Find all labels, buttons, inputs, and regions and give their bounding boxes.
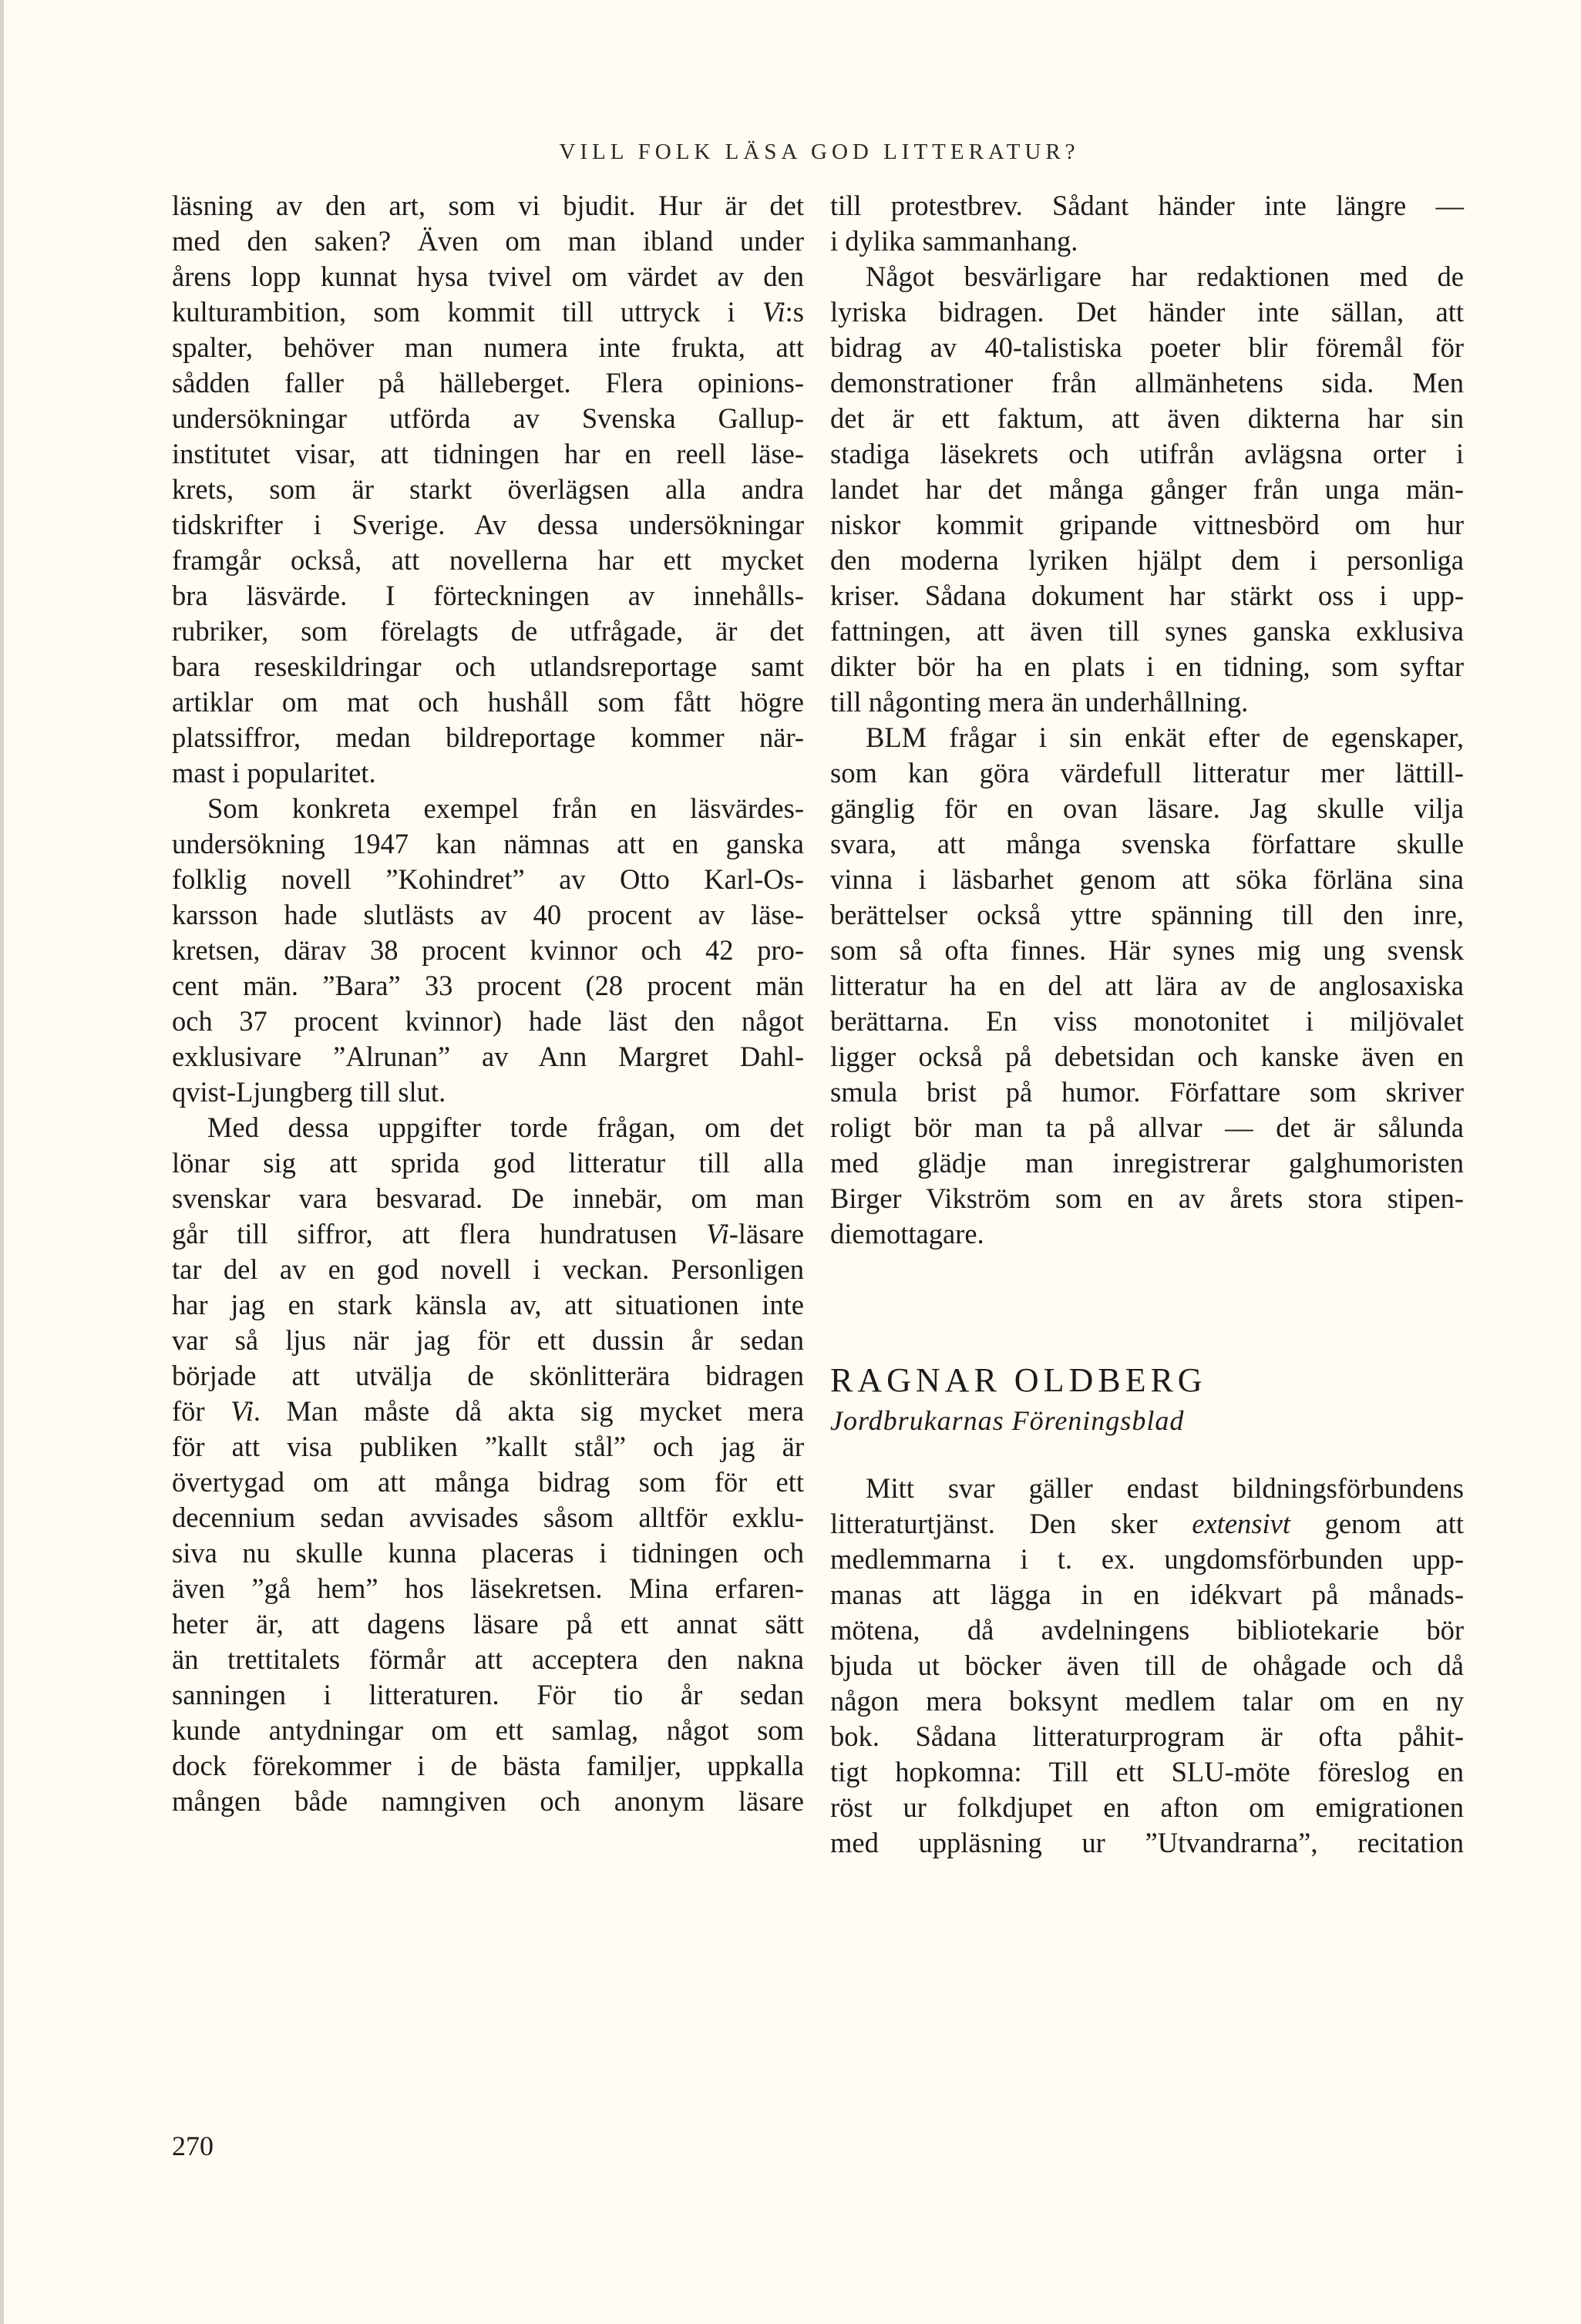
text-line: som så ofta finnes. Här synes mig ung svensk — [830, 934, 1464, 966]
text-line: kunde antydningar om ett samlag, något som — [172, 1714, 804, 1746]
left-column — [172, 188, 804, 1819]
text-line: framgår också, att novellerna har ett mycket — [172, 544, 804, 576]
text-line: började att utvälja de skönlitterära bidragen — [172, 1360, 804, 1391]
text-line: har jag en stark känsla av, att situationen inte — [172, 1289, 804, 1320]
text-line: med uppläsning ur ”Utvandrarna”, recitation — [830, 1827, 1464, 1858]
paragraph-start: BLM frågar i sin enkät efter de egenskaper, — [866, 721, 1464, 753]
text-line: manas att lägga in en idékvart på månads- — [830, 1579, 1464, 1610]
text-line: institutet visar, att tidningen har en reell läse- — [172, 438, 804, 469]
author-name: RAGNAR OLDBERG — [830, 1361, 1207, 1399]
page-edge — [0, 0, 4, 2324]
text-line: svenskar vara besvarad. De innebär, om man — [172, 1182, 804, 1214]
text-line: med glädje man inregistrerar galghumoristen — [830, 1147, 1464, 1179]
text-line: bjuda ut böcker även till de ohågade och då — [830, 1650, 1464, 1681]
text-line: någon mera boksynt medlem talar om en ny — [830, 1685, 1464, 1717]
text-line: bara reseskildringar och utlandsreportage samt — [172, 651, 804, 682]
text-line: dikter bör ha en plats i en tidning, som syftar — [830, 651, 1464, 682]
paragraph-start: Med dessa uppgifter torde frågan, om det — [207, 1112, 804, 1143]
text-line: årens lopp kunnat hysa tvivel om värdet av den — [172, 261, 804, 292]
italic-vi: Vi — [230, 1395, 254, 1427]
text-line: fattningen, att även till synes ganska exklusiva — [830, 615, 1464, 647]
text-line: mötena, då avdelningens bibliotekarie bör — [830, 1614, 1464, 1646]
text-line: bok. Sådana litteraturprogram är ofta påhit- — [830, 1720, 1464, 1752]
text-line: landet har det många gånger från unga män- — [830, 473, 1464, 505]
text-line: rubriker, som förelagts de utfrågade, är det — [172, 615, 804, 647]
text-line: för Vi. Man måste då akta sig mycket mera — [172, 1395, 805, 1427]
text-line: demonstrationer från allmänhetens sida. Men — [830, 367, 1464, 399]
text-line: tigt hopkomna: Till ett SLU-möte föreslog en — [830, 1756, 1464, 1788]
text-line: gänglig för en ovan läsare. Jag skulle vilja — [830, 792, 1464, 824]
text-line: platssiffror, medan bildreportage kommer när- — [172, 721, 804, 753]
text-line: i dylika sammanhang. — [830, 225, 1078, 257]
text-line: spalter, behöver man numera inte frukta, att — [172, 331, 804, 363]
text-line: cent män. ”Bara” 33 procent (28 procent män — [172, 970, 804, 1001]
text-line: även ”gå hem” hos läsekretsen. Mina erfaren- — [172, 1572, 804, 1604]
text-line: undersökningar utförda av Svenska Gallup- — [172, 402, 804, 434]
text-line: var så ljus när jag för ett dussin år sedan — [172, 1324, 804, 1356]
text-line: till någonting mera än underhållning. — [830, 686, 1249, 718]
text-line: berättarna. En viss monotonitet i miljövalet — [830, 1005, 1464, 1037]
italic-extensivt: extensivt — [1192, 1508, 1290, 1539]
text-line: stadiga läsekrets och utifrån avlägsna orter i — [830, 438, 1464, 469]
text-line: medlemmarna i t. ex. ungdomsförbunden upp- — [830, 1543, 1464, 1575]
text-line: exklusivare ”Alrunan” av Ann Margret Dahl- — [172, 1041, 804, 1072]
text-line: lönar sig att sprida god litteratur till alla — [172, 1147, 804, 1179]
italic-vi: Vi — [706, 1218, 729, 1249]
text-line: decennium sedan avvisades såsom alltför exklu- — [172, 1502, 804, 1533]
section-gap — [830, 1252, 1464, 1360]
paragraph-start: Något besvärligare har redaktionen med de — [866, 261, 1464, 292]
text-line: sådden faller på hälleberget. Flera opinions- — [172, 367, 804, 399]
text-line: lyriska bidragen. Det händer inte sällan, att — [830, 296, 1464, 328]
text-line: till protestbrev. Sådant händer inte längre — — [830, 190, 1464, 221]
text-line: folklig novell ”Kohindret” av Otto Karl-Os- — [172, 863, 804, 895]
text-line: niskor kommit gripande vittnesbörd om hur — [830, 509, 1464, 540]
text-line: smula brist på humor. Författare som skriver — [830, 1076, 1464, 1108]
text-line: tidskrifter i Sverige. Av dessa undersökningar — [172, 509, 804, 540]
right-column — [830, 188, 1464, 1861]
text-line: bidrag av 40-talistiska poeter blir föremål för — [830, 331, 1464, 363]
text-line: än trettitalets förmår att acceptera den nakna — [172, 1643, 804, 1675]
text-line: litteraturtjänst. Den sker extensivt genom att — [830, 1508, 1464, 1539]
text-line: går till siffror, att flera hundratusen Vi-läsare — [172, 1218, 804, 1249]
running-head: VILL FOLK LÄSA GOD LITTERATUR? — [559, 140, 1080, 164]
text-line: för att visa publiken ”kallt stål” och jag är — [172, 1431, 804, 1462]
text-line: siva nu skulle kunna placeras i tidningen och — [172, 1537, 804, 1569]
text-line: krets, som är starkt överlägsen alla andra — [172, 473, 804, 505]
text-line: roligt bör man ta på allvar — det är sålunda — [830, 1112, 1464, 1143]
text-line: svara, att många svenska författare skulle — [830, 828, 1464, 859]
text-line: mången både namngiven och anonym läsare — [172, 1785, 804, 1817]
text-line: ligger också på debetsidan och kanske även en — [830, 1041, 1464, 1072]
text-line: övertygad om att många bidrag som för ett — [172, 1466, 804, 1498]
text-line: kulturambition, som kommit till uttryck i Vi:s — [172, 296, 804, 328]
text-line: den moderna lyriken hjälpt dem i personliga — [830, 544, 1464, 576]
text-line: undersökning 1947 kan nämnas att en ganska — [172, 828, 804, 859]
page-number: 270 — [172, 2131, 214, 2161]
text-line: Birger Vikström som en av årets stora stipen- — [830, 1182, 1464, 1214]
text-line: det är ett faktum, att även dikterna har sin — [830, 402, 1464, 434]
text-line: qvist-Ljungberg till slut. — [172, 1076, 446, 1108]
text-line: berättelser också yttre spänning till den inre, — [830, 899, 1464, 930]
paragraph-start: Som konkreta exempel från en läsvärdes- — [207, 792, 804, 824]
affiliation-gap — [830, 1440, 1464, 1471]
text-line: sanningen i litteraturen. För tio år sedan — [172, 1679, 804, 1710]
text-line: karsson hade slutlästs av 40 procent av läse- — [172, 899, 804, 930]
text-line: vinna i läsbarhet genom att söka förläna sina — [830, 863, 1464, 895]
text-line: kriser. Sådana dokument har stärkt oss i upp- — [830, 580, 1464, 611]
text-line: med den saken? Även om man ibland under — [172, 225, 804, 257]
text-line: mast i popularitet. — [172, 757, 376, 789]
text-line: bra läsvärde. I förteckningen av innehålls- — [172, 580, 804, 611]
text-line: och 37 procent kvinnor) hade läst den något — [172, 1005, 804, 1037]
author-affiliation: Jordbrukarnas Föreningsblad — [830, 1405, 1185, 1436]
text-line: röst ur folkdjupet en afton om emigrationen — [830, 1791, 1464, 1823]
text-line: dock förekommer i de bästa familjer, uppkalla — [172, 1750, 804, 1781]
text-line: läsning av den art, som vi bjudit. Hur är det — [172, 190, 804, 221]
paragraph-start: Mitt svar gäller endast bildningsförbundens — [866, 1472, 1464, 1504]
text-line: artiklar om mat och hushåll som fått högre — [172, 686, 804, 718]
text-line: som kan göra värdefull litteratur mer lättill- — [830, 757, 1464, 789]
text-line: diemottagare. — [830, 1218, 984, 1249]
italic-vi: Vi — [762, 296, 785, 328]
text-line: litteratur ha en del att lära av de anglosaxiska — [830, 970, 1464, 1001]
text-line: tar del av en god novell i veckan. Personligen — [172, 1253, 804, 1285]
text-line: kretsen, därav 38 procent kvinnor och 42 pro- — [172, 934, 804, 966]
text-line: heter är, att dagens läsare på ett annat sätt — [172, 1608, 804, 1640]
